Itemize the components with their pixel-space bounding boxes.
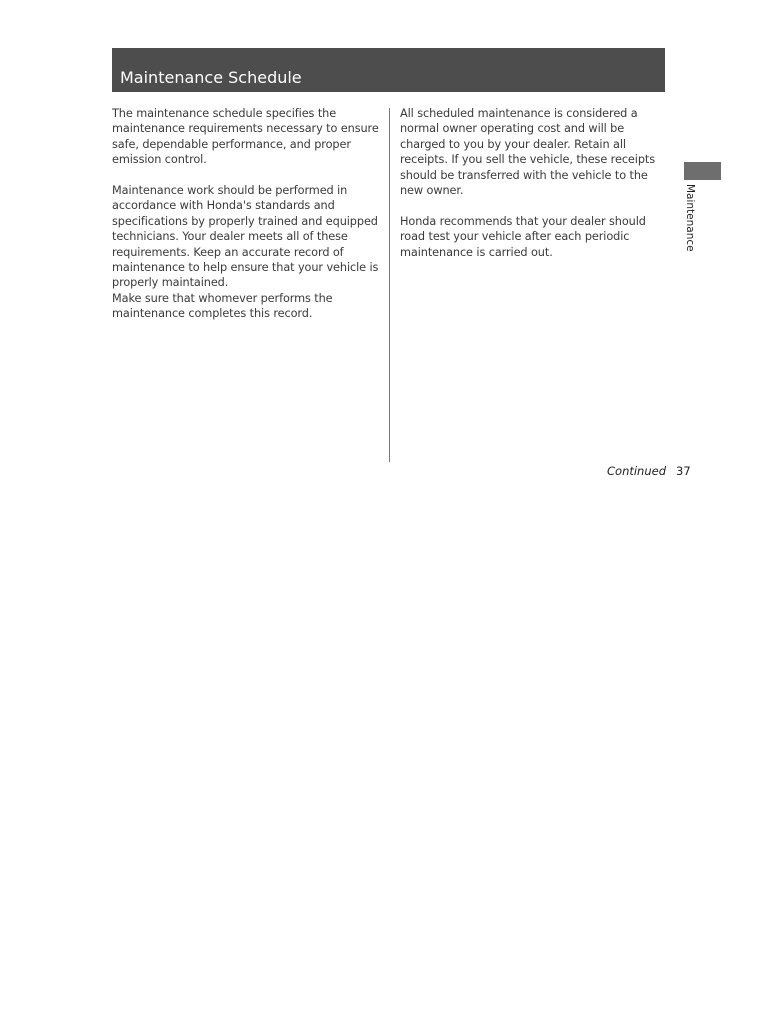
section-title-bar (112, 48, 665, 92)
paragraph-cost: All scheduled maintenance is considered a normal owner operating cost and will be charged to you by your dealer. Retain all receipts. If you sell the vehicle, these receipts should be transferred with the vehicle to the new owner. (400, 107, 656, 198)
section-side-tab (684, 162, 721, 180)
section-side-label: Maintenance (684, 184, 696, 252)
page-number: 37 (676, 464, 691, 478)
left-column (112, 106, 380, 322)
paragraph-road-test: Honda recommends that your dealer should road test your vehicle after each periodic maintenance is carried out. (400, 214, 646, 259)
paragraph-purpose: The maintenance schedule specifies the maintenance requirements necessary to ensure safe, dependable performance, and proper emission control. (112, 107, 379, 167)
paragraph-record: Make sure that whomever performs the maintenance completes this record. (112, 291, 333, 321)
paragraph-standards: Maintenance work should be performed in accordance with Honda's standards and specifications by properly trained and equipped technicians. Your dealer meets all of these requirements. Keep an accurate record of maintenance to help ensure that your vehicle is properly maintained. (112, 184, 379, 290)
column-divider (389, 108, 390, 462)
page-title: Maintenance Schedule (120, 68, 302, 87)
continued-label: Continued (607, 464, 667, 478)
right-column (400, 106, 662, 260)
